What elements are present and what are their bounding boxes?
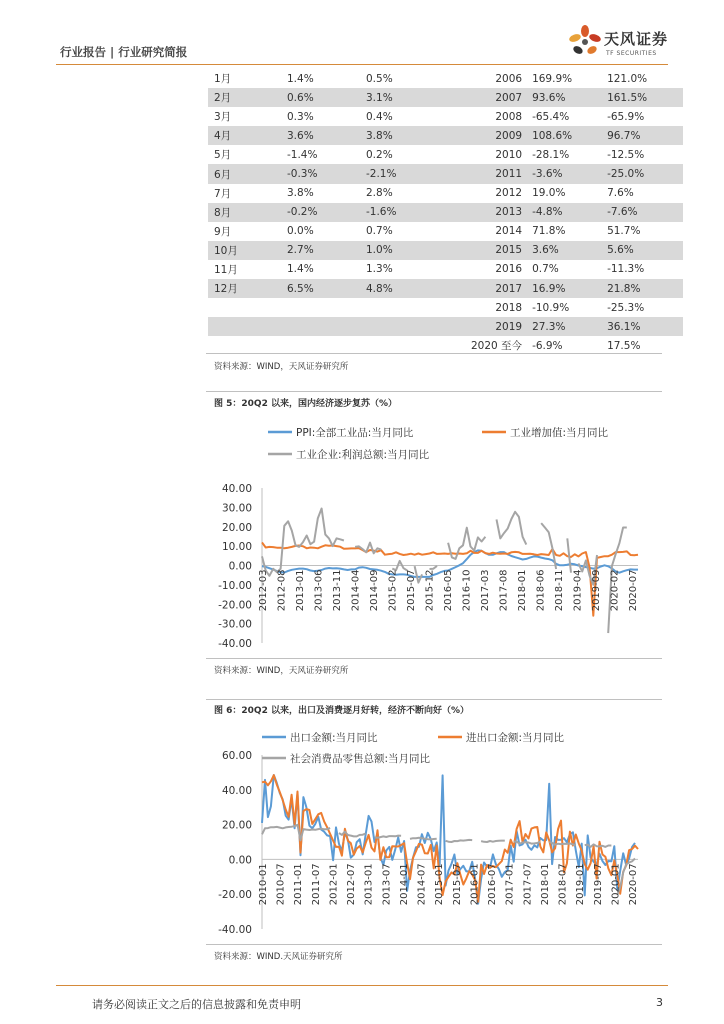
table-cell: -2.1%: [366, 164, 471, 183]
x-tick-label: 2013-01: [363, 863, 375, 906]
x-tick-label: 2015-02: [387, 569, 399, 612]
x-tick-label: 2020-07: [628, 569, 639, 612]
table-cell: 4月: [208, 126, 287, 145]
x-tick-label: 2012-03: [258, 569, 269, 612]
table-cell: 1.4%: [287, 72, 314, 85]
table-cell: 3.6%: [287, 126, 366, 145]
figure6-source: 资料来源：WIND.天风证券研究所: [214, 952, 343, 962]
table-cell: 2015: [471, 241, 526, 260]
table-cell: 5.6%: [607, 241, 683, 260]
table-cell: 17.5%: [607, 339, 641, 352]
x-tick-label: 2017-01: [504, 863, 516, 906]
y-tick-label: -40.00: [218, 924, 252, 936]
x-tick-label: 2018-11: [554, 569, 565, 612]
x-tick-label: 2014-04: [350, 569, 362, 612]
x-tick-label: 2018-01: [539, 863, 551, 906]
figure6-bottom-rule: [206, 944, 662, 945]
figure6-chart: [206, 722, 662, 944]
legend-label: 工业企业:利润总额:当月同比: [296, 449, 430, 461]
table-row: [208, 107, 683, 126]
figure6-top-rule: [206, 699, 662, 700]
x-tick-label: 2013-07: [381, 863, 393, 906]
legend-label: 工业增加值:当月同比: [510, 427, 609, 439]
figure5-chart: [206, 414, 662, 658]
table-cell: 121.0%: [607, 72, 648, 85]
report-header: 行业报告 | 行业研究简报: [60, 45, 188, 59]
table-cell: 3.8%: [287, 187, 314, 200]
x-tick-label: 2020-02: [609, 569, 621, 612]
x-tick-label: 2019-09: [591, 569, 602, 612]
table-cell: 169.9%: [532, 72, 573, 85]
y-tick-label: 20.00: [221, 819, 252, 832]
table-cell: 2016: [495, 263, 523, 276]
table-bottom-rule: [206, 353, 662, 354]
x-tick-label: 2015-07: [406, 569, 417, 612]
table-cell: 2014: [495, 225, 523, 238]
table-cell: 19.0%: [532, 187, 566, 200]
table-cell: 10月: [208, 241, 287, 260]
table-cell: -0.3%: [287, 164, 366, 183]
x-tick-label: 2016-10: [461, 569, 473, 612]
y-tick-label: 30.00: [221, 502, 252, 515]
x-tick-label: 2017-03: [480, 569, 491, 612]
table-cell: -0.2%: [287, 203, 366, 222]
table-cell: [366, 317, 471, 336]
x-tick-label: 2018-01: [517, 569, 528, 612]
table-cell: 11月: [214, 263, 238, 276]
table-cell: 1.0%: [366, 241, 471, 260]
footer-disclaimer: 请务必阅读正文之后的信息披露和免责申明: [92, 998, 301, 1011]
table-cell: -11.3%: [607, 263, 645, 276]
y-tick-label: 40.00: [221, 483, 252, 495]
table-row: [208, 69, 683, 88]
table-cell: -10.9%: [532, 301, 570, 314]
y-tick-label: 0.00: [228, 560, 252, 573]
table-row: [208, 203, 683, 222]
table-cell: [287, 298, 366, 317]
table-cell: 0.2%: [366, 148, 393, 161]
table-cell: -25.0%: [607, 164, 683, 183]
y-tick-label: 0.00: [228, 854, 252, 867]
table-cell: 4.8%: [366, 279, 471, 298]
company-logo: [568, 24, 678, 60]
y-tick-label: 10.00: [221, 541, 252, 554]
table-cell: 6月: [208, 164, 287, 183]
table-row: [208, 164, 683, 183]
table-cell: 108.6%: [526, 126, 607, 145]
table-source: 资料来源：WIND，天风证券研究所: [214, 362, 349, 372]
x-tick-label: 2016-01: [469, 863, 481, 906]
table-cell: 51.7%: [607, 225, 641, 238]
table-cell: -1.4%: [287, 148, 318, 161]
table-cell: 0.4%: [366, 110, 393, 123]
x-tick-label: 2020-07: [628, 863, 639, 906]
table-row: [208, 298, 683, 317]
table-row: [208, 279, 683, 298]
table-cell: 7.6%: [607, 187, 634, 200]
table-cell: 3.8%: [366, 126, 471, 145]
table-cell: 2月: [208, 88, 287, 107]
table-cell: 7月: [214, 187, 232, 200]
y-tick-label: -20.00: [218, 889, 252, 902]
table-cell: 0.5%: [366, 72, 393, 85]
table-cell: 2010: [495, 148, 523, 161]
table-cell: 2020 至今: [471, 340, 523, 353]
y-tick-label: -40.00: [218, 638, 252, 650]
table-cell: 2.7%: [287, 241, 366, 260]
table-row: [208, 184, 683, 203]
x-tick-label: 2010-07: [275, 863, 287, 906]
table-row: [208, 126, 683, 145]
page-number: 3: [656, 996, 663, 1009]
logo-flower-icon: [568, 24, 602, 60]
x-tick-label: 2015-07: [451, 863, 463, 906]
x-tick-label: 2015-12: [424, 569, 436, 612]
logo-en-text: TF SECURITIES: [606, 50, 657, 57]
table-cell: 2006: [495, 72, 523, 85]
x-tick-label: 2013-01: [295, 569, 306, 612]
table-cell: -25.3%: [607, 301, 645, 314]
x-tick-label: 2014-01: [398, 863, 410, 906]
x-tick-label: 2012-07: [346, 863, 358, 906]
logo-cn-text: 天风证券: [604, 30, 669, 48]
table-cell: 3.1%: [366, 88, 471, 107]
x-tick-label: 2016-07: [487, 863, 499, 906]
x-tick-label: 2012-01: [328, 863, 340, 906]
table-cell: 0.7%: [532, 263, 559, 276]
table-cell: 2017: [471, 279, 526, 298]
table-cell: 2007: [471, 88, 526, 107]
table-cell: 6.5%: [287, 279, 366, 298]
x-tick-label: 2019-04: [572, 569, 584, 612]
legend-label: 出口金额:当月同比: [290, 732, 378, 744]
legend-label: 进出口金额:当月同比: [466, 732, 565, 744]
table-cell: 8月: [208, 203, 287, 222]
x-tick-label: 2014-09: [369, 569, 380, 612]
table-cell: [208, 317, 287, 336]
table-cell: -65.4%: [532, 110, 570, 123]
figure5-title: 图 5：20Q2 以来，国内经济逐步复苏（%）: [214, 399, 397, 409]
table-cell: 2012: [495, 187, 523, 200]
table-cell: -7.6%: [607, 203, 683, 222]
legend-label: 社会消费品零售总额:当月同比: [290, 753, 431, 765]
x-tick-label: 2013-06: [313, 569, 325, 612]
table-cell: 1.4%: [287, 263, 314, 276]
table-cell: 12月: [208, 279, 287, 298]
table-row: [208, 88, 683, 107]
x-tick-label: 2013-11: [332, 569, 343, 612]
x-tick-label: 2011-07: [310, 863, 322, 906]
y-tick-label: 40.00: [221, 784, 252, 797]
table-cell: 2009: [471, 126, 526, 145]
table-row: [208, 145, 683, 164]
table-cell: 27.3%: [526, 317, 607, 336]
table-cell: 93.6%: [526, 88, 607, 107]
y-tick-label: 20.00: [221, 521, 252, 534]
table-cell: 16.9%: [526, 279, 607, 298]
x-tick-label: 2019-01: [575, 863, 587, 906]
table-cell: 161.5%: [607, 88, 683, 107]
figure5-bottom-rule: [206, 658, 662, 659]
monthly-annual-table: [208, 69, 683, 355]
table-cell: 2019: [471, 317, 526, 336]
x-tick-label: 2011-01: [293, 863, 305, 906]
table-cell: 2018: [495, 301, 523, 314]
y-tick-label: -10.00: [218, 579, 252, 592]
y-tick-label: 60.00: [221, 750, 252, 762]
table-cell: -28.1%: [532, 148, 570, 161]
header-divider: [56, 64, 668, 65]
table-row: [208, 317, 683, 336]
table-cell: 1月: [214, 73, 232, 86]
figure6-svg: [206, 722, 662, 944]
table-cell: -3.6%: [526, 164, 607, 183]
x-tick-label: 2020-01: [610, 863, 622, 906]
x-tick-label: 2014-07: [416, 863, 428, 906]
table-cell: 21.8%: [607, 279, 683, 298]
table-cell: 2.8%: [366, 187, 393, 200]
table-cell: 0.3%: [287, 110, 314, 123]
x-tick-label: 2015-01: [434, 863, 446, 906]
table-cell: 0.6%: [287, 88, 366, 107]
table-row: [208, 222, 683, 241]
x-tick-label: 2018-07: [557, 863, 569, 906]
table-row: [208, 241, 683, 260]
footer-divider: [56, 985, 668, 986]
table-cell: -65.9%: [607, 110, 645, 123]
table-cell: -4.8%: [526, 203, 607, 222]
table-cell: 3月: [214, 111, 232, 124]
table-cell: -12.5%: [607, 148, 645, 161]
x-tick-label: 2016-05: [443, 569, 454, 612]
table-cell: -6.9%: [532, 339, 563, 352]
figure5-top-rule: [206, 391, 662, 392]
figure6-title: 图 6：20Q2 以来，出口及消费逐月好转，经济不断向好（%）: [214, 706, 469, 716]
figure5-svg: [206, 414, 662, 658]
table-cell: 0.0%: [287, 225, 314, 238]
table-cell: 2011: [471, 164, 526, 183]
table-cell: [287, 317, 366, 336]
y-tick-label: -30.00: [218, 618, 252, 631]
table-cell: 9月: [214, 225, 232, 238]
table-cell: 2008: [495, 110, 523, 123]
table-cell: -1.6%: [366, 203, 471, 222]
x-tick-label: 2017-07: [522, 863, 534, 906]
table-cell: 3.6%: [526, 241, 607, 260]
x-tick-label: 2017-08: [498, 569, 510, 612]
table-cell: 5月: [214, 149, 232, 162]
x-tick-label: 2012-08: [276, 569, 288, 612]
table-cell: 71.8%: [532, 225, 566, 238]
table-cell: 2013: [471, 203, 526, 222]
x-tick-label: 2018-06: [535, 569, 547, 612]
legend-label: PPI:全部工业品:当月同比: [296, 427, 414, 439]
table-cell: [208, 298, 287, 317]
y-tick-label: -20.00: [218, 599, 252, 612]
table-cell: 0.7%: [366, 225, 393, 238]
table-cell: 1.3%: [366, 263, 393, 276]
table-cell: [366, 298, 471, 317]
x-tick-label: 2010-01: [258, 863, 269, 906]
figure5-source: 资料来源：WIND，天风证券研究所: [214, 666, 349, 676]
table-cell: 36.1%: [607, 317, 683, 336]
x-tick-label: 2019-07: [592, 863, 604, 906]
table-cell: 96.7%: [607, 126, 683, 145]
table-row: [208, 260, 683, 279]
